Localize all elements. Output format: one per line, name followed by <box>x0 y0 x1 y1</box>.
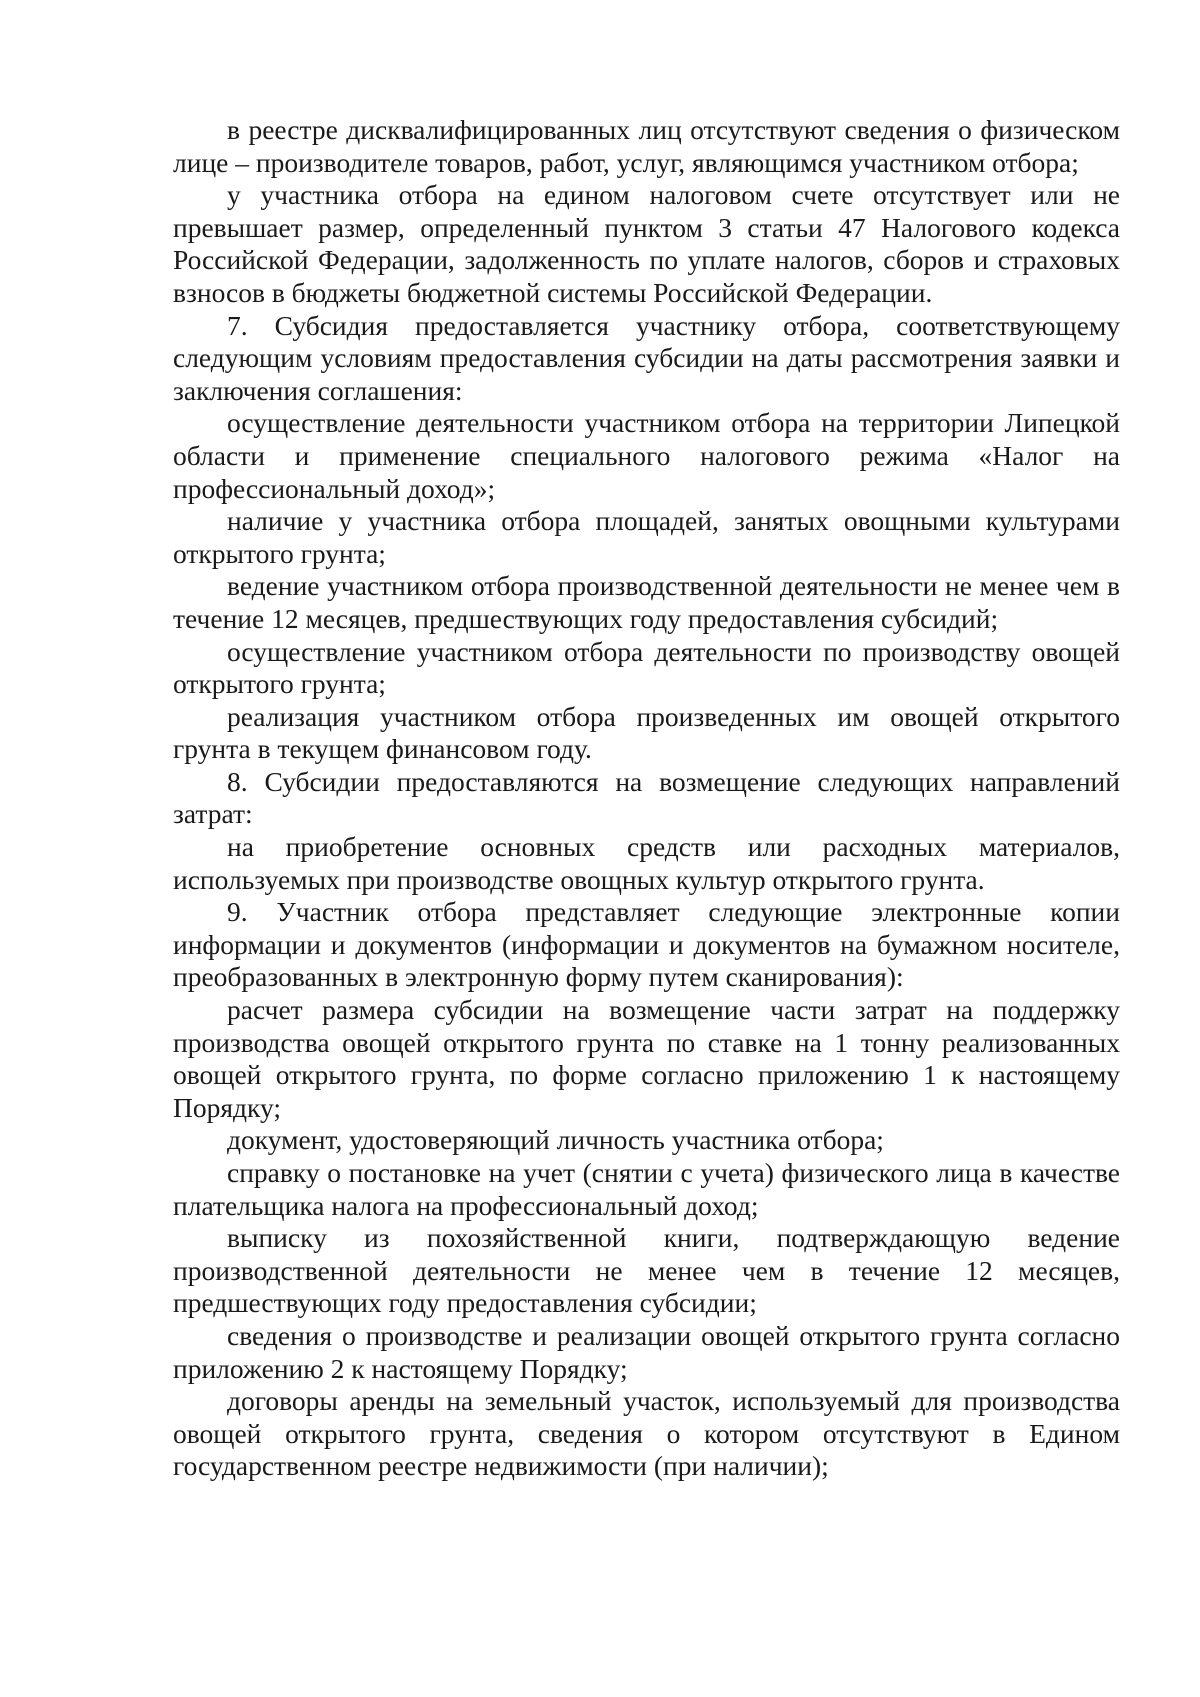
paragraph-14: справку о постановке на учет (снятии с учета) физического лица в качестве плательщика налога на профессиональный доход; <box>173 1157 1120 1221</box>
paragraph-17: договоры аренды на земельный участок, используемый для производства овощей открытого грунта, сведения о котором отсутствуют в Едином государственном реестре недвижимости (при наличии); <box>173 1385 1120 1482</box>
paragraph-13: документ, удостоверяющий личность участника отбора; <box>227 1124 884 1156</box>
paragraph-15: выписку из похозяйственной книги, подтверждающую ведение производственной деятельности не менее чем в течение 12 месяцев, предшествующих году предоставления субсидии; <box>173 1222 1120 1319</box>
paragraph-10: на приобретение основных средств или расходных материалов, используемых при производстве овощных культур открытого грунта. <box>173 831 1120 895</box>
paragraph-4: осуществление деятельности участником отбора на территории Липецкой области и применение специального налогового режима «Налог на профессиональный доход»; <box>173 407 1120 504</box>
paragraph-9: 8. Субсидии предоставляются на возмещение следующих направлений затрат: <box>173 765 1120 830</box>
paragraph-7: осуществление участником отбора деятельности по производству овощей открытого грунта; <box>173 635 1120 700</box>
paragraph-6: ведение участником отбора производственной деятельности не менее чем в течение 12 месяцев, предшествующих году предоставления субсидий; <box>173 570 1120 634</box>
paragraph-16: сведения о производстве и реализации овощей открытого грунта согласно приложению 2 к настоящему Порядку; <box>173 1319 1120 1384</box>
document-body <box>173 114 1120 1483</box>
paragraph-5: наличие у участника отбора площадей, занятых овощными культурами открытого грунта; <box>173 505 1120 569</box>
paragraph-11: 9. Участник отбора представляет следующие электронные копии информации и документов (информации и документов на бумажном носителе, преобразованных в электронную форму путем сканирования): <box>173 896 1120 993</box>
paragraph-2: у участника отбора на едином налоговом счете отсутствует или не превышает размер, определенный пунктом 3 статьи 47 Налогового кодекса Российской Федерации, задолженность по уплате налогов, сборов и страховых взносов в бюджеты бюджетной системы Российской Федерации. <box>173 179 1120 308</box>
paragraph-12: расчет размера субсидии на возмещение части затрат на поддержку производства овощей открытого грунта по ставке на 1 тонну реализованных овощей открытого грунта, по форме согласно приложению 1 к настоящему Порядку; <box>173 994 1120 1123</box>
paragraph-8: реализация участником отбора произведенных им овощей открытого грунта в текущем финансовом году. <box>173 700 1120 765</box>
paragraph-1: в реестре дисквалифицированных лиц отсутствуют сведения о физическом лице – производителе товаров, работ, услуг, являющимся участником отбора; <box>173 114 1120 178</box>
paragraph-3: 7. Субсидия предоставляется участнику отбора, соответствующему следующим условиям предоставления субсидии на даты рассмотрения заявки и заключения соглашения: <box>173 309 1120 406</box>
